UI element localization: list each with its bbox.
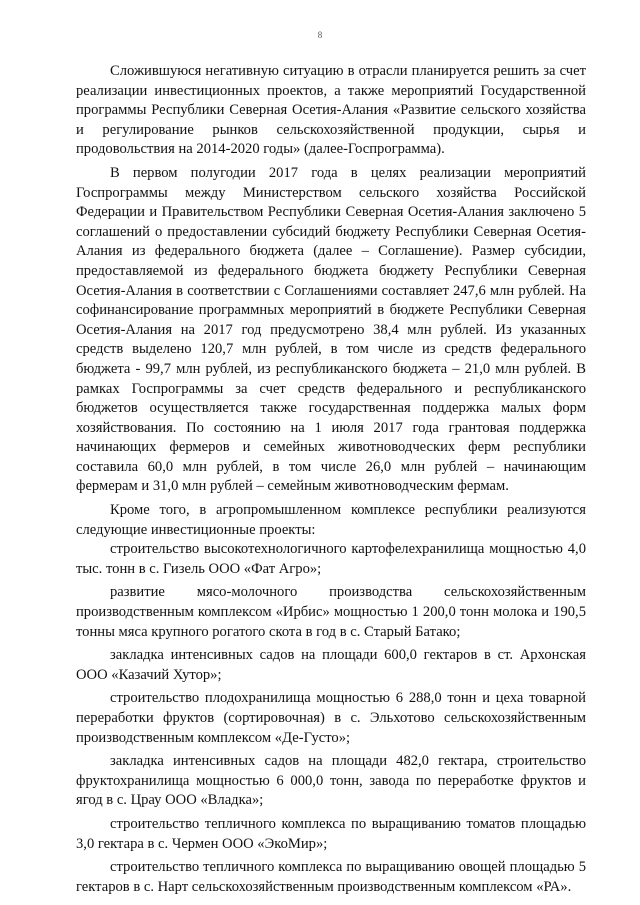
list-item: развитие мясо-молочного производства сельскохозяйственным производственным комплексом «Ирбис» мощностью 1 200,0 тонн молока и 190,5 тонны мяса крупного рогатого скота в год в с. Старый Батако;	[76, 584, 586, 640]
paragraph-investment-intro: Кроме того, в агропромышленном комплексе республики реализуются следующие инвестиционные проекты:	[76, 502, 586, 538]
paragraph-first-half-2017: В первом полугодии 2017 года в целях реализации мероприятий Госпрограммы между Министерством сельского хозяйства Российской Федерации и Правительством Республики Северная Осетия-Алания заключено 5 соглашений о предоставлении субсидий бюджету Республики Северная Осетия-Алания из федерального бюджета (далее – Соглашение). Размер субсидии, предоставляемой из федерального бюджета бюджету Республики Северная Осетия-Алания в соответствии с Соглашениями составляет 247,6 млн рублей. На софинансирование программных мероприятий в бюджете Республики Северная Осетия-Алания на 2017 год предусмотрено 38,4 млн рублей. Из указанных средств выделено 120,7 млн рублей, в том числе из средств федерального бюджета - 99,7 млн рублей, из республиканского бюджета – 21,0 млн рублей. В рамках Госпрограммы за счет средств федерального и республиканского бюджетов осуществляется также государственная поддержка малых форм хозяйствования. По состоянию на 1 июля 2017 года грантовая поддержка начинающих фермеров и семейных животноводческих ферм республики составила 60,0 млн рублей, в том числе 26,0 млн рублей – начинающим фермерам и 31,0 млн рублей – семейным животноводческим фермам.	[76, 164, 586, 495]
list-item: закладка интенсивных садов на площади 482,0 гектара, строительство фруктохранилища мощностью 6 000,0 тонн, завода по переработке фруктов и ягод в с. Црау ООО «Владка»;	[76, 753, 586, 809]
page-number: 8	[317, 30, 323, 40]
list-item: строительство тепличного комплекса по выращиванию томатов площадью 3,0 гектара в с. Чермен ООО «ЭкоМир»;	[76, 815, 586, 852]
list-item: строительство плодохранилища мощностью 6 288,0 тонн и цеха товарной переработки фруктов (сортировочная) в с. Эльхотово сельскохозяйственным производственным комплексом «Де-Густо»;	[76, 690, 586, 746]
list-item: закладка интенсивных садов на площади 600,0 гектаров в ст. Архонская ООО «Казачий Хутор»;	[76, 647, 586, 683]
list-item: строительство тепличного комплекса по выращиванию овощей площадью 5 гектаров в с. Нарт сельскохозяйственным производственным комплексом «РА».	[76, 859, 586, 895]
document-body	[76, 62, 586, 897]
list-item: строительство высокотехнологичного картофелехранилища мощностью 4,0 тыс. тонн в с. Гизель ООО «Фат Агро»;	[76, 541, 586, 577]
paragraph-situation: Сложившуюся негативную ситуацию в отрасли планируется решить за счет реализации инвестиционных проектов, а также мероприятий Государственной программы Республики Северная Осетия-Алания «Развитие сельского хозяйства и регулирование рынков сельскохозяйственной продукции, сырья и продовольствия на 2014-2020 годы» (далее-Госпрограмма).	[76, 63, 586, 158]
